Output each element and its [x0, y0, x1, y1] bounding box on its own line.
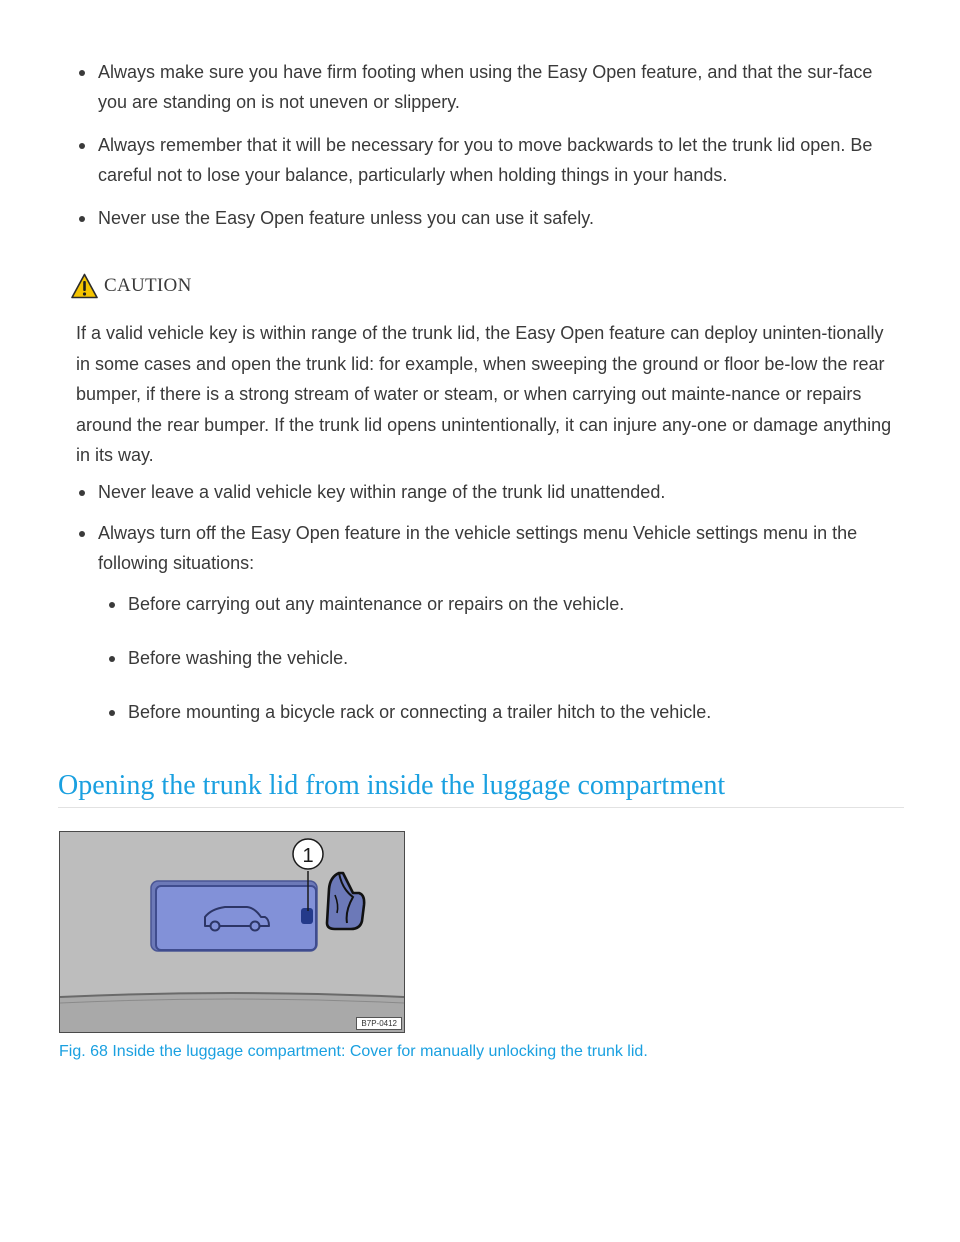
list-item: Before mounting a bicycle rack or connecting a trailer hitch to the vehicle. [128, 697, 888, 727]
list-item: Always turn off the Easy Open feature in the vehicle settings menu Vehicle settings menu in the following situations: [98, 518, 898, 578]
warning-bullet-list [98, 57, 898, 246]
caution-header [71, 271, 192, 301]
section-heading: Opening the trunk lid from inside the luggage compartment [58, 770, 726, 801]
figure-trunk-cover [59, 831, 405, 1033]
list-item: Before washing the vehicle. [128, 643, 888, 673]
caution-bullet-list [98, 477, 898, 589]
caution-paragraph: If a valid vehicle key is within range of the trunk lid, the Easy Open feature can deploy uninten-tionally in some cases and open the trunk lid: for example, when sweeping the ground or floor be-low the rear bumper, if there is a strong stream of water or steam, or when carrying out mainte-nance or repairs around the rear bumper. If the trunk lid opens unintentionally, it can injure any-one or damage anything in its way. [76, 323, 892, 465]
figure-caption: Fig. 68 Inside the luggage compartment: Cover for manually unlocking the trunk lid. [59, 1043, 648, 1060]
list-item: Never leave a valid vehicle key within range of the trunk lid unattended. [98, 477, 898, 507]
list-item: Always remember that it will be necessary for you to move backwards to let the trunk lid open. Be careful not to lose your balance, particularly when holding things in your hands. [98, 130, 898, 190]
section-divider [58, 807, 904, 808]
warning-triangle-icon [71, 273, 98, 299]
caution-label: CAUTION [104, 275, 192, 296]
list-item: Before carrying out any maintenance or repairs on the vehicle. [128, 589, 888, 619]
figure-code: B7P-0412 [356, 1017, 402, 1030]
list-item: Never use the Easy Open feature unless you can use it safely. [98, 203, 898, 233]
situation-sub-list [128, 589, 888, 751]
trunk-cover-illustration [59, 831, 405, 1033]
callout-number: 1 [302, 845, 314, 867]
list-item: Always make sure you have firm footing when using the Easy Open feature, and that the sur-face you are standing on is not uneven or slippery. [98, 57, 898, 117]
